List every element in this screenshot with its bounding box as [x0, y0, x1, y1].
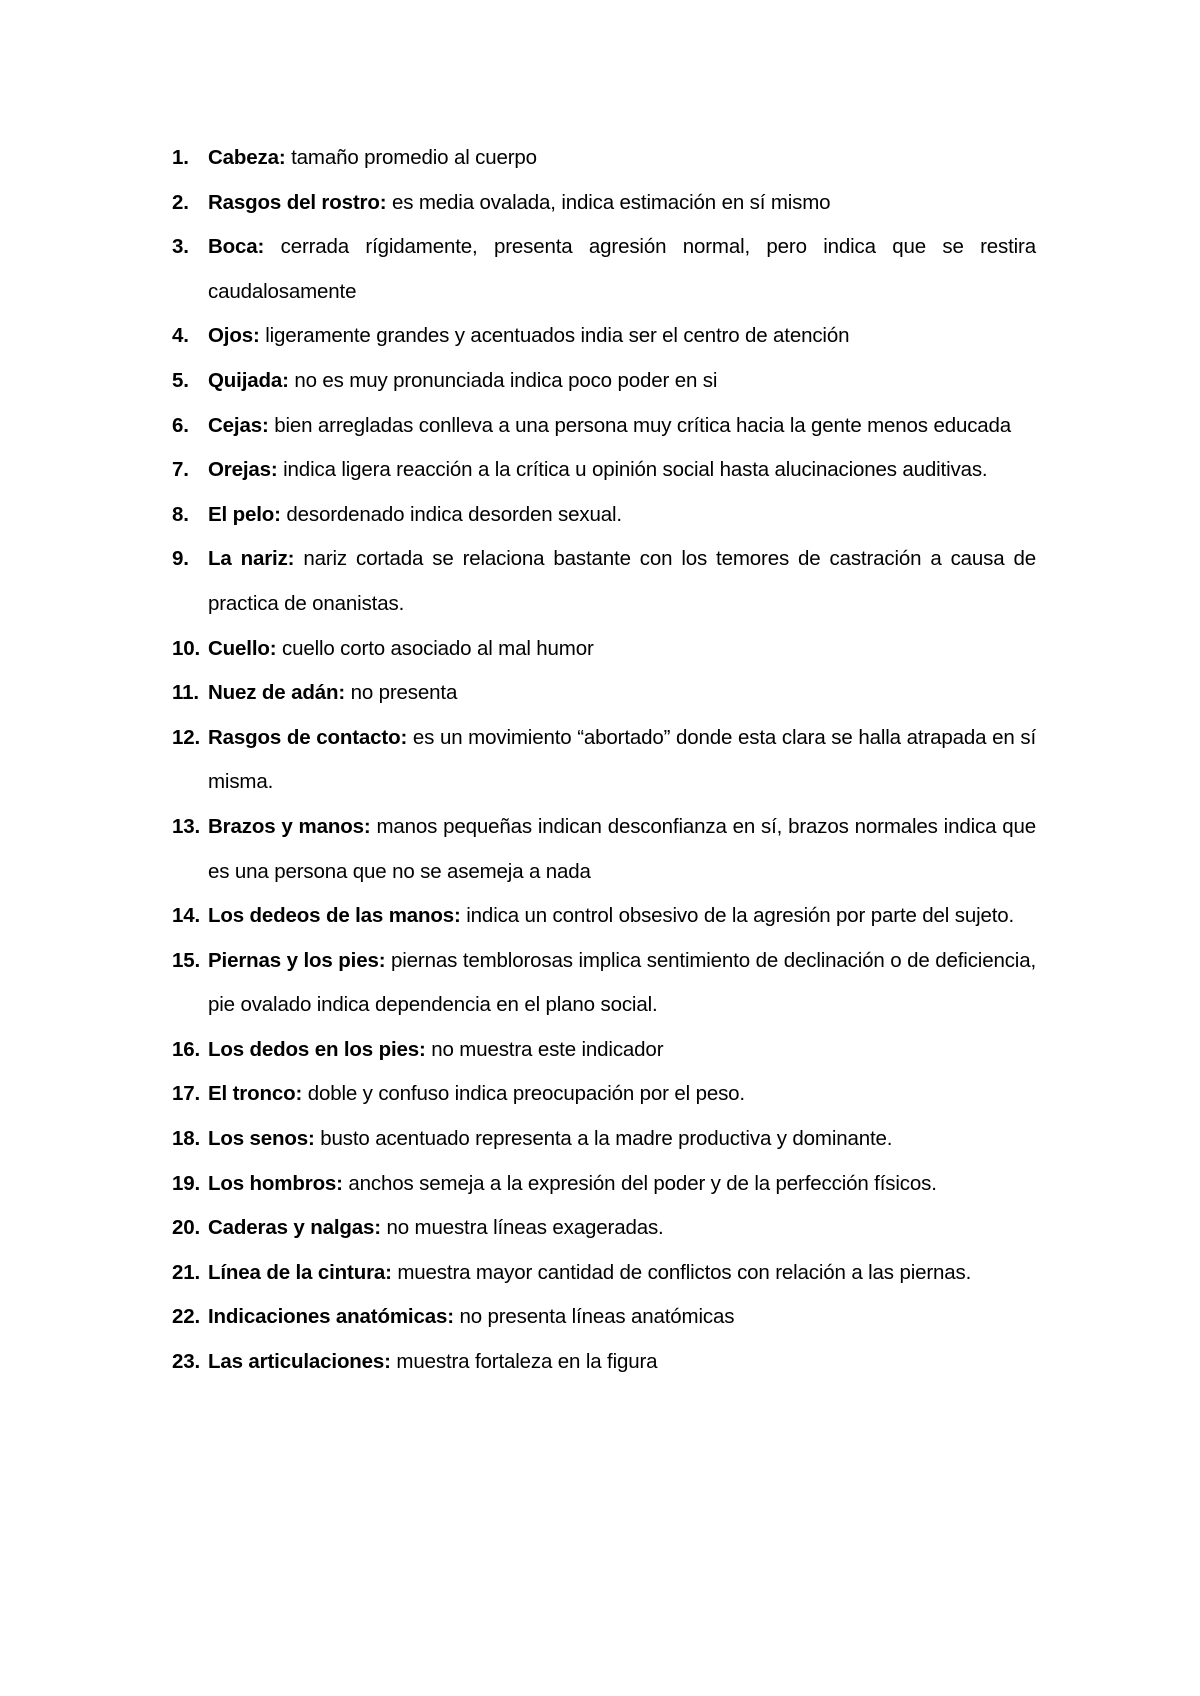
item-label: Cejas:	[208, 413, 269, 437]
list-item	[172, 404, 1036, 449]
item-label: La nariz:	[208, 547, 295, 571]
list-item	[172, 537, 1036, 626]
item-text: muestra fortaleza en la figura	[396, 1350, 658, 1374]
list-item	[172, 448, 1036, 493]
item-number: 19.	[172, 1171, 201, 1195]
item-label: Rasgos del rostro:	[208, 190, 387, 214]
item-text: es un movimiento “abortado” donde esta clara se halla atrapada en sí misma.	[208, 725, 1036, 794]
item-text: muestra mayor cantidad de conflictos con relación a las piernas.	[397, 1260, 972, 1284]
item-text: indica un control obsesivo de la agresión por parte del sujeto.	[466, 904, 1015, 928]
item-number: 17.	[172, 1082, 201, 1106]
item-text: no muestra este indicador	[431, 1037, 664, 1061]
list-item	[172, 1295, 1036, 1340]
item-label: Boca:	[208, 235, 265, 259]
item-text: no es muy pronunciada indica poco poder en si	[294, 368, 718, 392]
list-item	[172, 716, 1036, 805]
list-item	[172, 1206, 1036, 1251]
item-number: 11.	[172, 681, 199, 705]
item-text: manos pequeñas indican desconfianza en sí, brazos normales indica que es una persona que no se asemeja a nada	[208, 814, 1036, 883]
item-text: no presenta	[350, 681, 458, 705]
item-label: Los dedeos de las manos:	[208, 904, 461, 928]
item-number: 14.	[172, 904, 201, 928]
item-label: Piernas y los pies:	[208, 948, 386, 972]
item-number: 9.	[172, 547, 189, 571]
item-label: Las articulaciones:	[208, 1350, 391, 1374]
item-text: indica ligera reacción a la crítica u opinión social hasta alucinaciones auditivas.	[283, 458, 988, 482]
list-item	[172, 1251, 1036, 1296]
item-text: ligeramente grandes y acentuados india ser el centro de atención	[265, 324, 850, 348]
list-item	[172, 627, 1036, 672]
list-item	[172, 805, 1036, 894]
item-label: Brazos y manos:	[208, 814, 371, 838]
item-text: nariz cortada se relaciona bastante con los temores de castración a causa de practica de onanistas.	[208, 547, 1036, 615]
item-number: 20.	[172, 1216, 201, 1240]
item-text: cerrada rígidamente, presenta agresión normal, pero indica que se restira caudalosamente	[208, 235, 1036, 303]
item-number: 12.	[172, 725, 201, 749]
item-number: 8.	[172, 502, 189, 526]
item-text: doble y confuso indica preocupación por el peso.	[307, 1082, 745, 1106]
item-label: Indicaciones anatómicas:	[208, 1305, 454, 1329]
item-number: 6.	[172, 413, 189, 437]
item-text: no muestra líneas exageradas.	[386, 1216, 664, 1240]
item-number: 23.	[172, 1350, 201, 1374]
item-label: Quijada:	[208, 368, 289, 392]
item-label: Orejas:	[208, 458, 278, 482]
list-item	[172, 136, 1036, 181]
item-label: El pelo:	[208, 502, 281, 526]
list-item	[172, 225, 1036, 314]
item-number: 15.	[172, 948, 201, 972]
item-number: 5.	[172, 368, 189, 392]
item-text: piernas temblorosas implica sentimiento de declinación o de deficiencia, pie ovalado indica dependencia en el plano social.	[208, 948, 1036, 1017]
item-text: bien arregladas conlleva a una persona muy crítica hacia la gente menos educada	[274, 413, 1012, 437]
item-label: Rasgos de contacto:	[208, 725, 408, 749]
list-item	[172, 1117, 1036, 1162]
item-number: 13.	[172, 814, 201, 838]
item-number: 7.	[172, 458, 189, 482]
item-text: no presenta líneas anatómicas	[459, 1305, 735, 1329]
item-label: Cabeza:	[208, 146, 286, 169]
item-label: Los dedos en los pies:	[208, 1037, 426, 1061]
item-text: desordenado indica desorden sexual.	[286, 502, 622, 526]
item-text: tamaño promedio al cuerpo	[291, 146, 537, 169]
item-label: Cuello:	[208, 636, 277, 660]
list-item	[172, 314, 1036, 359]
item-number: 10.	[172, 636, 201, 660]
list-item	[172, 493, 1036, 538]
item-label: Los senos:	[208, 1127, 315, 1151]
item-number: 4.	[172, 324, 189, 348]
numbered-list	[172, 136, 1036, 1385]
item-text: cuello corto asociado al mal humor	[281, 636, 594, 660]
item-number: 22.	[172, 1305, 201, 1329]
list-item	[172, 181, 1036, 226]
item-text: anchos semeja a la expresión del poder y de la perfección físicos.	[348, 1171, 937, 1195]
item-label: Línea de la cintura:	[208, 1260, 392, 1284]
item-label: Ojos:	[208, 324, 260, 348]
item-text: es media ovalada, indica estimación en sí mismo	[391, 190, 831, 214]
list-item	[172, 939, 1036, 1028]
list-item	[172, 671, 1036, 716]
item-number: 21.	[172, 1260, 201, 1284]
item-number: 16.	[172, 1037, 201, 1061]
item-label: Nuez de adán:	[208, 681, 346, 705]
item-number: 3.	[172, 235, 189, 259]
list-item	[172, 1340, 1036, 1385]
list-item	[172, 1028, 1036, 1073]
list-item	[172, 894, 1036, 939]
item-label: El tronco:	[208, 1082, 303, 1106]
list-item	[172, 359, 1036, 404]
item-text: busto acentuado representa a la madre productiva y dominante.	[320, 1127, 893, 1151]
item-label: Los hombros:	[208, 1171, 343, 1195]
item-number: 2.	[172, 190, 189, 214]
item-label: Caderas y nalgas:	[208, 1216, 381, 1240]
item-number: 18.	[172, 1127, 201, 1151]
list-item	[172, 1072, 1036, 1117]
item-number: 1.	[172, 146, 189, 169]
list-item	[172, 1162, 1036, 1207]
